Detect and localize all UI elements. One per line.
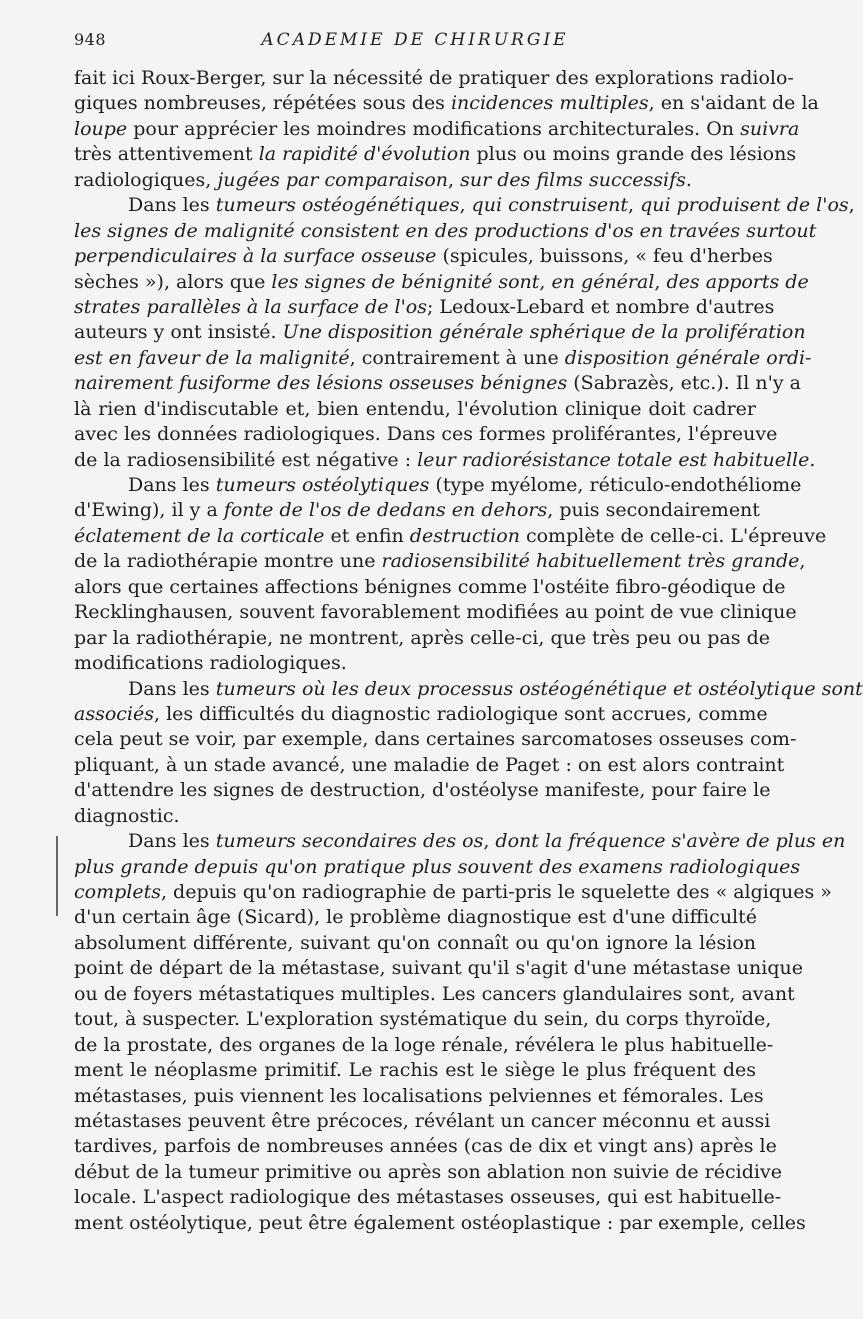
text-segment: . <box>685 168 692 191</box>
text-segment: tardives, parfois de nombreuses années (cas de dix et vingt ans) après le <box>74 1135 777 1158</box>
text-segment: , <box>539 270 552 293</box>
text-segment: plus ou moins grande des lésions <box>470 143 797 166</box>
italic-segment: tumeurs secondaires des os <box>215 830 484 853</box>
text-segment: , <box>448 168 461 191</box>
italic-segment: complets <box>74 881 161 903</box>
text-segment: diagnostic. <box>74 804 180 827</box>
italic-segment: qui construisent <box>471 194 629 217</box>
italic-segment: tumeurs ostéolytiques <box>215 474 430 496</box>
italic-segment: sur des films successifs <box>460 168 686 191</box>
text-segment: fait ici Roux-Berger, sur la nécessité de pratiquer des explorations radiolo- <box>74 67 794 89</box>
text-line <box>74 448 816 473</box>
text-line <box>74 931 756 956</box>
text-segment: , <box>654 270 667 293</box>
text-line <box>74 778 771 803</box>
text-segment: Dans les <box>128 677 216 700</box>
italic-segment: qui produisent de l'os <box>640 194 849 217</box>
text-segment: métastases, puis viennent les localisations pelviennes et fémorales. Les <box>74 1084 764 1107</box>
text-line <box>74 905 756 930</box>
italic-segment: strates parallèles à la surface de l'os <box>74 295 427 318</box>
text-segment: , puis secondairement <box>547 499 760 522</box>
text-line <box>74 346 812 371</box>
text-line <box>74 1007 772 1032</box>
italic-segment: incidences multiples <box>450 92 649 115</box>
text-line <box>74 626 770 651</box>
text-segment: locale. L'aspect radiologique des métastases osseuses, qui est habituelle- <box>74 1186 782 1209</box>
text-segment: ment le néoplasme primitif. Le rachis est le siège le plus fréquent des <box>74 1059 756 1082</box>
italic-segment: dont la fréquence s'avère de plus en <box>495 830 846 853</box>
text-line <box>74 600 797 625</box>
text-segment: , en s'aidant de la <box>648 92 819 115</box>
text-segment: , <box>848 194 855 217</box>
italic-segment: des apports de <box>666 270 809 293</box>
text-line <box>74 651 756 676</box>
text-line <box>74 753 785 778</box>
text-segment: giques nombreuses, répétées sous des <box>74 92 451 115</box>
text-segment: modifications radiologiques. <box>74 652 347 675</box>
text-line <box>74 66 794 91</box>
text-line <box>74 193 855 218</box>
italic-segment: Une disposition générale sphérique de la prolifération <box>282 321 806 344</box>
text-line <box>74 117 800 142</box>
italic-segment: nairement fusiforme des lésions osseuses bénignes <box>74 372 568 395</box>
text-segment: absolument différente, suivant qu'on connaît ou qu'on ignore la lésion <box>74 931 756 954</box>
text-line <box>74 320 806 345</box>
text-line <box>74 829 846 854</box>
text-segment: ment ostéolytique, peut être également ostéoplastique : par exemple, celles <box>74 1211 806 1234</box>
italic-segment: éclatement de la corticale <box>74 524 325 547</box>
text-line <box>74 295 775 320</box>
text-line <box>74 498 760 523</box>
italic-segment: la rapidité d'évolution <box>258 143 471 166</box>
margin-pencil-mark <box>56 836 58 916</box>
text-line <box>74 677 863 702</box>
text-line <box>74 371 801 396</box>
text-segment: ou de foyers métastatiques multiples. Les cancers glandulaires sont, avant <box>74 982 795 1005</box>
text-line <box>74 397 756 422</box>
italic-segment: disposition générale ordi- <box>564 346 812 369</box>
text-line <box>74 142 797 167</box>
italic-segment: plus grande depuis qu'on pratique plus souvent des examens radiologiques <box>74 855 801 878</box>
text-line <box>74 956 803 981</box>
page-number: 948 <box>74 30 107 49</box>
text-line <box>74 855 801 880</box>
running-header <box>74 30 756 56</box>
text-segment: , les difficultés du diagnostic radiologique sont accrues, comme <box>153 702 768 725</box>
text-segment: Dans les <box>128 194 216 217</box>
text-segment: Dans les <box>128 830 216 853</box>
text-segment: (type myélome, réticulo-endothéliome <box>429 474 802 496</box>
text-segment: , <box>459 194 472 217</box>
text-segment: par la radiothérapie, ne montrent, après celle-ci, que très peu ou pas de <box>74 626 770 649</box>
text-segment: d'Ewing), il y a <box>74 499 224 522</box>
text-line <box>74 244 773 269</box>
text-segment: tout, à suspecter. L'exploration systématique du sein, du corps thyroïde, <box>74 1008 772 1031</box>
text-line <box>74 1058 756 1083</box>
text-line <box>74 422 778 447</box>
body-text <box>74 66 863 1236</box>
italic-segment: radiosensibilité habituellement très grande <box>381 550 800 573</box>
text-line <box>74 982 795 1007</box>
text-segment: et enfin <box>324 524 410 547</box>
text-line <box>74 549 806 574</box>
text-segment: radiologiques, <box>74 168 218 191</box>
text-segment: cela peut se voir, par exemple, dans certaines sarcomatoses osseuses com- <box>74 728 797 751</box>
text-segment: (Sabrazès, etc.). Il n'y a <box>567 372 801 395</box>
text-line <box>74 1211 806 1236</box>
italic-segment: perpendiculaires à la surface osseuse <box>74 245 437 268</box>
text-segment: Recklinghausen, souvent favorablement modifiées au point de vue clinique <box>74 601 797 624</box>
italic-segment: en général <box>551 270 655 293</box>
italic-segment: tumeurs ostéogénétiques <box>215 194 460 217</box>
text-line <box>74 1109 771 1134</box>
running-title: ACADEMIE DE CHIRURGIE <box>261 30 569 50</box>
italic-segment: est en faveur de la malignité <box>74 346 350 369</box>
text-segment: , contrairement à une <box>349 346 565 369</box>
italic-segment: les signes de malignité consistent en des productions d'os en travées surtout <box>74 219 817 242</box>
text-segment: d'un certain âge (Sicard), le problème diagnostique est d'une difficulté <box>74 906 758 929</box>
text-segment: pour apprécier les moindres modifications architecturales. On <box>127 117 741 140</box>
text-segment: de la radiosensibilité est négative : <box>74 448 418 471</box>
italic-segment: associés <box>74 702 154 725</box>
text-line <box>74 1134 777 1159</box>
text-line <box>74 702 768 727</box>
text-line <box>74 473 802 498</box>
text-segment: complète de celle-ci. L'épreuve <box>519 524 827 547</box>
italic-segment: tumeurs où les deux processus ostéogénétique et ostéolytique sont <box>215 677 863 700</box>
text-line <box>74 270 809 295</box>
text-segment: , <box>628 194 641 217</box>
text-segment: métastases peuvent être précoces, révélant un cancer méconnu et aussi <box>74 1109 771 1132</box>
text-segment: de la prostate, des organes de la loge rénale, révélera le plus habituelle- <box>74 1033 774 1056</box>
text-line <box>74 575 786 600</box>
text-segment: . <box>809 448 816 471</box>
text-segment: , <box>799 550 806 573</box>
text-line <box>74 91 819 116</box>
italic-segment: les signes de bénignité sont <box>271 270 540 293</box>
text-segment: début de la tumeur primitive ou après son ablation non suivie de récidive <box>74 1160 782 1183</box>
text-line <box>74 1185 782 1210</box>
italic-segment: jugées par comparaison <box>217 168 449 191</box>
italic-segment: suivra <box>740 117 800 140</box>
text-segment: sèches »), alors que <box>74 270 272 293</box>
text-segment: (spicules, buissons, « feu d'herbes <box>436 245 773 268</box>
text-line <box>74 1033 774 1058</box>
text-segment: de la radiothérapie montre une <box>74 550 382 573</box>
text-line <box>74 1084 764 1109</box>
italic-segment: destruction <box>409 524 520 547</box>
text-segment: d'attendre les signes de destruction, d'ostéolyse manifeste, pour faire le <box>74 779 771 802</box>
text-line <box>74 804 756 829</box>
text-segment: pliquant, à un stade avancé, une maladie de Paget : on est alors contraint <box>74 753 785 776</box>
text-segment: alors que certaines affections bénignes comme l'ostéite fibro-géodique de <box>74 575 786 598</box>
text-segment: là rien d'indiscutable et, bien entendu, l'évolution clinique doit cadrer <box>74 397 756 420</box>
text-segment: , <box>483 830 496 853</box>
text-segment: Dans les <box>128 474 216 496</box>
text-line <box>74 219 817 244</box>
text-segment: point de départ de la métastase, suivant qu'il s'agit d'une métastase unique <box>74 957 803 980</box>
text-line <box>74 168 756 193</box>
text-line <box>74 524 827 549</box>
text-segment: ; Ledoux-Lebard et nombre d'autres <box>426 295 775 318</box>
text-segment: auteurs y ont insisté. <box>74 321 283 344</box>
text-line <box>74 727 797 752</box>
text-line <box>74 880 832 905</box>
text-segment: très attentivement <box>74 143 259 166</box>
italic-segment: fonte de l'os de dedans en dehors <box>223 499 548 522</box>
text-line <box>74 1160 782 1185</box>
text-segment: , depuis qu'on radiographie de parti-pris le squelette des « algiques » <box>160 881 832 903</box>
italic-segment: leur radiorésistance totale est habituelle <box>417 448 810 471</box>
text-segment: avec les données radiologiques. Dans ces formes proliférantes, l'épreuve <box>74 423 778 446</box>
italic-segment: loupe <box>74 117 128 140</box>
